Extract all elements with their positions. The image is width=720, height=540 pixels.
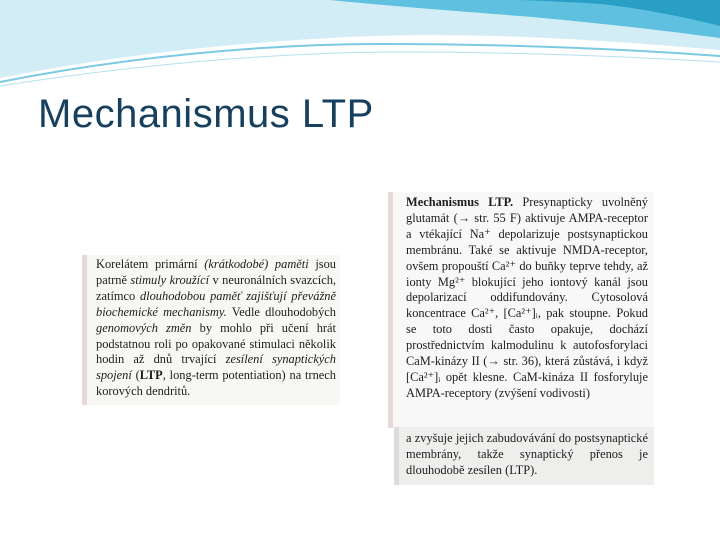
excerpt-text: Korelátem primární xyxy=(96,257,205,271)
excerpt-emphasis: dlouhodobou paměť zajišťují převážně biochemické mechanismy. xyxy=(96,288,336,319)
right-excerpt-paragraph xyxy=(406,195,648,402)
excerpt-emphasis: zesílení synaptických spojení xyxy=(96,352,336,383)
excerpt-text: Presynapticky uvolněný glutamát (→ str. 55 F) aktivuje AMPA-receptor a vtékající Na⁺ depolarizuje postsynaptickou membránu. Také se aktivuje NMDA-receptor, ovšem propouští Ca²⁺ do buňky teprve tehdy, až ionty Mg²⁺ blokující jeho iontový kanál jsou depolarizací oddifundovány. Cytosolová koncentrace Ca²⁺, [Ca²⁺]ᵢ, pak stoupne. Pokud se toto dosti často opakuje, dochází prostřednictvím kalmodulinu k autofosforylaci CaM-kinázy II (→ str. 36), která zůstává, i když [Ca²⁺]ᵢ opět klesne. CaM-kináza II fosforyluje AMPA-receptory (zvýšení vodivosti) xyxy=(406,195,648,400)
left-excerpt-paragraph xyxy=(96,257,336,400)
excerpt-text: Vedle dlouhodobých xyxy=(226,304,336,319)
right-text-excerpt xyxy=(388,192,654,428)
excerpt-bold: LTP xyxy=(139,368,163,383)
excerpt-text: v neuronálních svazcích, zatímco xyxy=(96,272,336,303)
excerpt-emphasis: genomových změn xyxy=(96,320,192,335)
header-wave-decoration xyxy=(0,0,720,90)
excerpt-emphasis: (krátkodobé) paměti xyxy=(204,257,309,271)
right-text-continuation xyxy=(394,427,654,485)
excerpt-continuation-text: a zvyšuje jejich zabudovávání do postsynaptické membrány, takže synaptický přenos je dlouhodobě zesílen (LTP). xyxy=(406,431,648,477)
excerpt-text: jsou patrně xyxy=(96,257,336,287)
excerpt-heading: Mechanismus LTP. xyxy=(406,195,514,209)
excerpt-text: , long-term potentiation) na trnech korových dendritů. xyxy=(96,368,336,399)
left-text-excerpt xyxy=(82,255,340,405)
excerpt-emphasis: stimuly kroužící xyxy=(130,272,210,287)
slide-title: Mechanismus LTP xyxy=(38,92,374,136)
excerpt-text: by mohlo při učení hrát podstatnou roli po opakované stimulaci několik hodin až dnů trvající xyxy=(96,320,336,367)
excerpt-text: ( xyxy=(131,368,140,383)
